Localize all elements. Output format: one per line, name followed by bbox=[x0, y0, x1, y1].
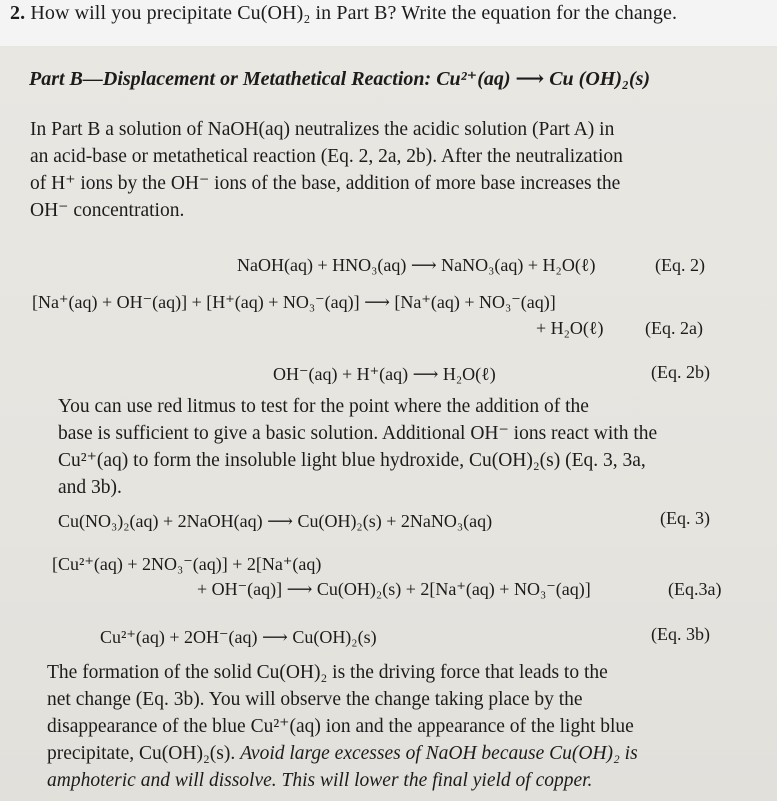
equation-2a-label: (Eq. 2a) bbox=[645, 318, 703, 338]
paragraph-line bbox=[47, 740, 638, 767]
equation-2: NaOH(aq) + HNO₃(aq) ⟶ NaNO₃(aq) + H₂O(ℓ) bbox=[237, 255, 596, 275]
paragraph-line: OH⁻ concentration. bbox=[30, 200, 185, 221]
paragraph-line: base is sufficient to give a basic solution. Additional OH⁻ ions react with the bbox=[58, 423, 658, 444]
paragraph-line: The formation of the solid Cu(OH)₂ is the driving force that leads to the bbox=[47, 662, 608, 683]
equation-3b-label: (Eq. 3b) bbox=[651, 624, 710, 644]
question-number: 2. bbox=[10, 2, 26, 24]
paragraph-neutralization bbox=[30, 116, 623, 224]
paragraph-line: Cu²⁺(aq) to form the insoluble light blue hydroxide, Cu(OH)₂(s) (Eq. 3, 3a, bbox=[58, 450, 646, 471]
paragraph-litmus bbox=[58, 393, 657, 501]
paragraph-line: and 3b). bbox=[58, 477, 122, 498]
paragraph-line: of H⁺ ions by the OH⁻ ions of the base, addition of more base increases the bbox=[30, 173, 621, 194]
equation-2b-label: (Eq. 2b) bbox=[651, 362, 710, 382]
equation-2a-line2: + H₂O(ℓ) bbox=[536, 318, 604, 338]
question-line bbox=[10, 2, 677, 25]
caution-text: Avoid large excesses of NaOH because Cu(OH)₂ is bbox=[240, 743, 638, 764]
paragraph-line: You can use red litmus to test for the point where the addition of the bbox=[58, 396, 589, 417]
paragraph-line: In Part B a solution of NaOH(aq) neutralizes the acidic solution (Part A) in bbox=[30, 119, 615, 140]
part-b-title: Part B—Displacement or Metathetical Reaction: Cu²⁺(aq) ⟶ Cu (OH)₂(s) bbox=[29, 68, 651, 90]
equation-3a-line1: [Cu²⁺(aq) + 2NO₃⁻(aq)] + 2[Na⁺(aq) bbox=[52, 554, 322, 574]
equation-3b: Cu²⁺(aq) + 2OH⁻(aq) ⟶ Cu(OH)₂(s) bbox=[100, 627, 377, 647]
caution-text: amphoteric and will dissolve. This will lower the final yield of copper. bbox=[47, 770, 593, 791]
paragraph-line: an acid-base or metathetical reaction (Eq. 2, 2a, 2b). After the neutralization bbox=[30, 146, 623, 167]
paragraph-line: net change (Eq. 3b). You will observe the change taking place by the bbox=[47, 689, 583, 710]
equation-2a-line1: [Na⁺(aq) + OH⁻(aq)] + [H⁺(aq) + NO₃⁻(aq)] ⟶ [Na⁺(aq) + NO₃⁻(aq)] bbox=[32, 292, 556, 312]
paragraph-driving-force bbox=[47, 659, 638, 794]
equation-3-label: (Eq. 3) bbox=[660, 508, 710, 528]
equation-3a-line2: + OH⁻(aq)] ⟶ Cu(OH)₂(s) + 2[Na⁺(aq) + NO₃⁻(aq)] bbox=[197, 579, 591, 599]
paragraph-fragment: precipitate, Cu(OH)₂(s). bbox=[47, 743, 236, 764]
equation-2b: OH⁻(aq) + H⁺(aq) ⟶ H₂O(ℓ) bbox=[273, 364, 496, 384]
equation-2-label: (Eq. 2) bbox=[655, 255, 705, 275]
equation-3: Cu(NO₃)₂(aq) + 2NaOH(aq) ⟶ Cu(OH)₂(s) + 2NaNO₃(aq) bbox=[58, 511, 493, 531]
equation-3a-label: (Eq.3a) bbox=[668, 579, 722, 599]
paragraph-line: disappearance of the blue Cu²⁺(aq) ion and the appearance of the light blue bbox=[47, 716, 634, 737]
question-text: How will you precipitate Cu(OH)₂ in Part B? Write the equation for the change. bbox=[30, 2, 678, 24]
